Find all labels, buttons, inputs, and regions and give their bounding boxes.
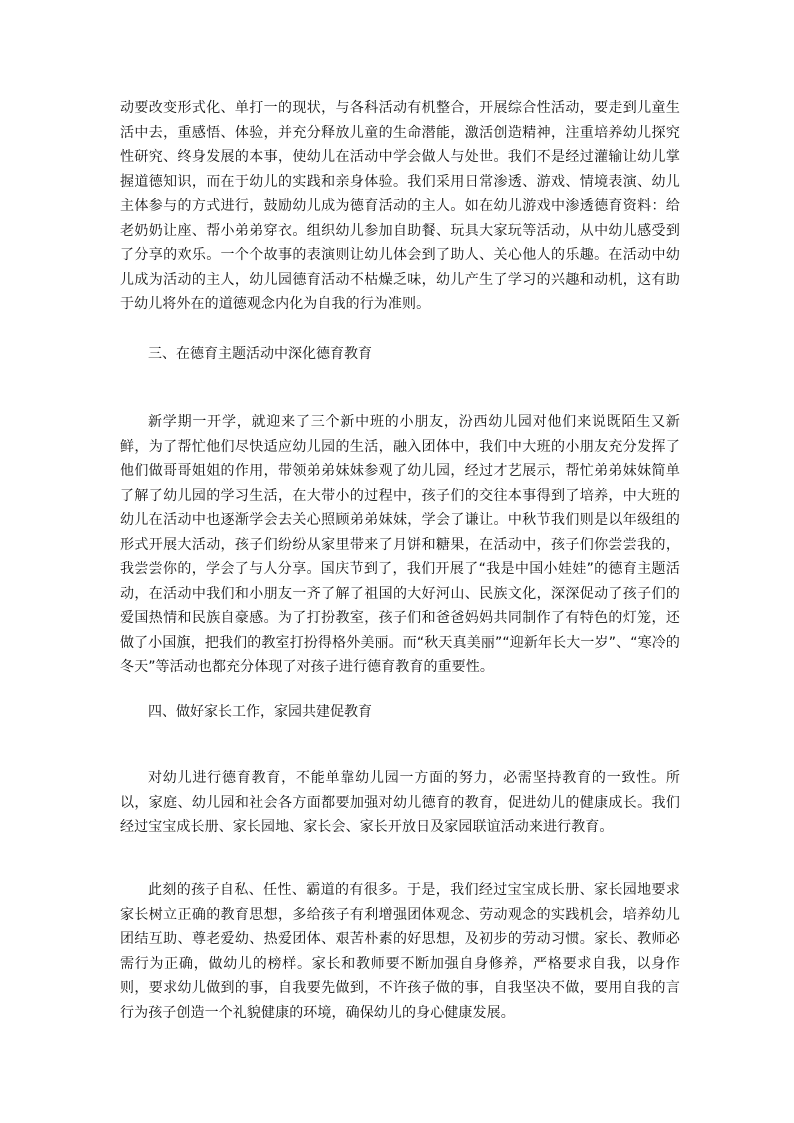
- paragraph-parent-guidance: 此刻的孩子自私、任性、霸道的有很多。于是，我们经过宝宝成长册、家长园地要求家长树立正确的教育思想，多给孩子有利增强团体观念、劳动观念的实践机会，培养幼儿团结互助、尊老爱幼、热爱团体、艰苦朴素的好思想，及初步的劳动习惯。家长、教师必需行为正确，做幼儿的榜样。家长和教师要不断加强自身修养，严格要求自我，以身作则，要求幼儿做到的事，自我要先做到，不许孩子做的事，自我坚决不做，要用自我的言行为孩子创造一个礼貌健康的环境，确保幼儿的身心健康发展。: [120, 882, 680, 1021]
- paragraph-moral-activities-integration: 动要改变形式化、单打一的现状，与各科活动有机整合，开展综合性活动，要走到儿童生活中去，重感悟、体验，并充分释放儿童的生命潜能，激活创造精神，注重培养幼儿探究性研究、终身发展的本事，使幼儿在活动中学会做人与处世。我们不是经过灌输让幼儿掌握道德知识，而在于幼儿的实践和亲身体验。我们采用日常渗透、游戏、情境表演、幼儿主体参与的方式进行，鼓励幼儿成为德育活动的主人。如在幼儿游戏中渗透德育资料：给老奶奶让座、帮小弟弟穿衣。组织幼儿参加自助餐、玩具大家玩等活动，从中幼儿感受到了分享的欢乐。一个个故事的表演则让幼儿体会到了助人、关心他人的乐趣。在活动中幼儿成为活动的主人，幼儿园德育活动不枯燥乏味，幼儿产生了学习的兴趣和动机，这有助于幼儿将外在的道德观念内化为自我的行为准则。: [120, 100, 680, 312]
- paragraph-home-school-consistency: 对幼儿进行德育教育，不能单靠幼儿园一方面的努力，必需坚持教育的一致性。所以，家庭、幼儿园和社会各方面都要加强对幼儿德育的教育，促进幼儿的健康成长。我们经过宝宝成长册、家长园地、家长会、家长开放日及家园联谊活动来进行教育。: [120, 770, 680, 835]
- paragraph-theme-activities: 新学期一开学，就迎来了三个新中班的小朋友，汾西幼儿园对他们来说既陌生又新鲜，为了帮忙他们尽快适应幼儿园的生活，融入团体中，我们中大班的小朋友充分发挥了他们做哥哥姐姐的作用，带领弟弟妹妹参观了幼儿园，经过才艺展示，帮忙弟弟妹妹简单了解了幼儿园的学习生活，在大带小的过程中，孩子们的交往本事得到了培养，中大班的幼儿在活动中也逐渐学会去关心照顾弟弟妹妹，学会了谦让。中秋节我们则是以年级组的形式开展大活动，孩子们纷纷从家里带来了月饼和糖果，在活动中，孩子们你尝尝我的，我尝尝你的，学会了与人分享。国庆节到了，我们开展了“我是中国小娃娃”的德育主题活动，在活动中我们和小朋友一齐了解了祖国的大好河山、民族文化，深深促动了孩子们的爱国热情和民族自豪感。为了打扮教室，孩子们和爸爸妈妈共同制作了有特色的灯笼，还做了小国旗，把我们的教室打扮得格外美丽。而“秋天真美丽”“迎新年长大一岁”、“寒冷的冬天”等活动也都充分体现了对孩子进行德育教育的重要性。: [120, 414, 680, 675]
- section-heading-3: 三、在德育主题活动中深化德育教育: [148, 346, 372, 362]
- section-heading-4: 四、做好家长工作，家园共建促教育: [148, 704, 372, 720]
